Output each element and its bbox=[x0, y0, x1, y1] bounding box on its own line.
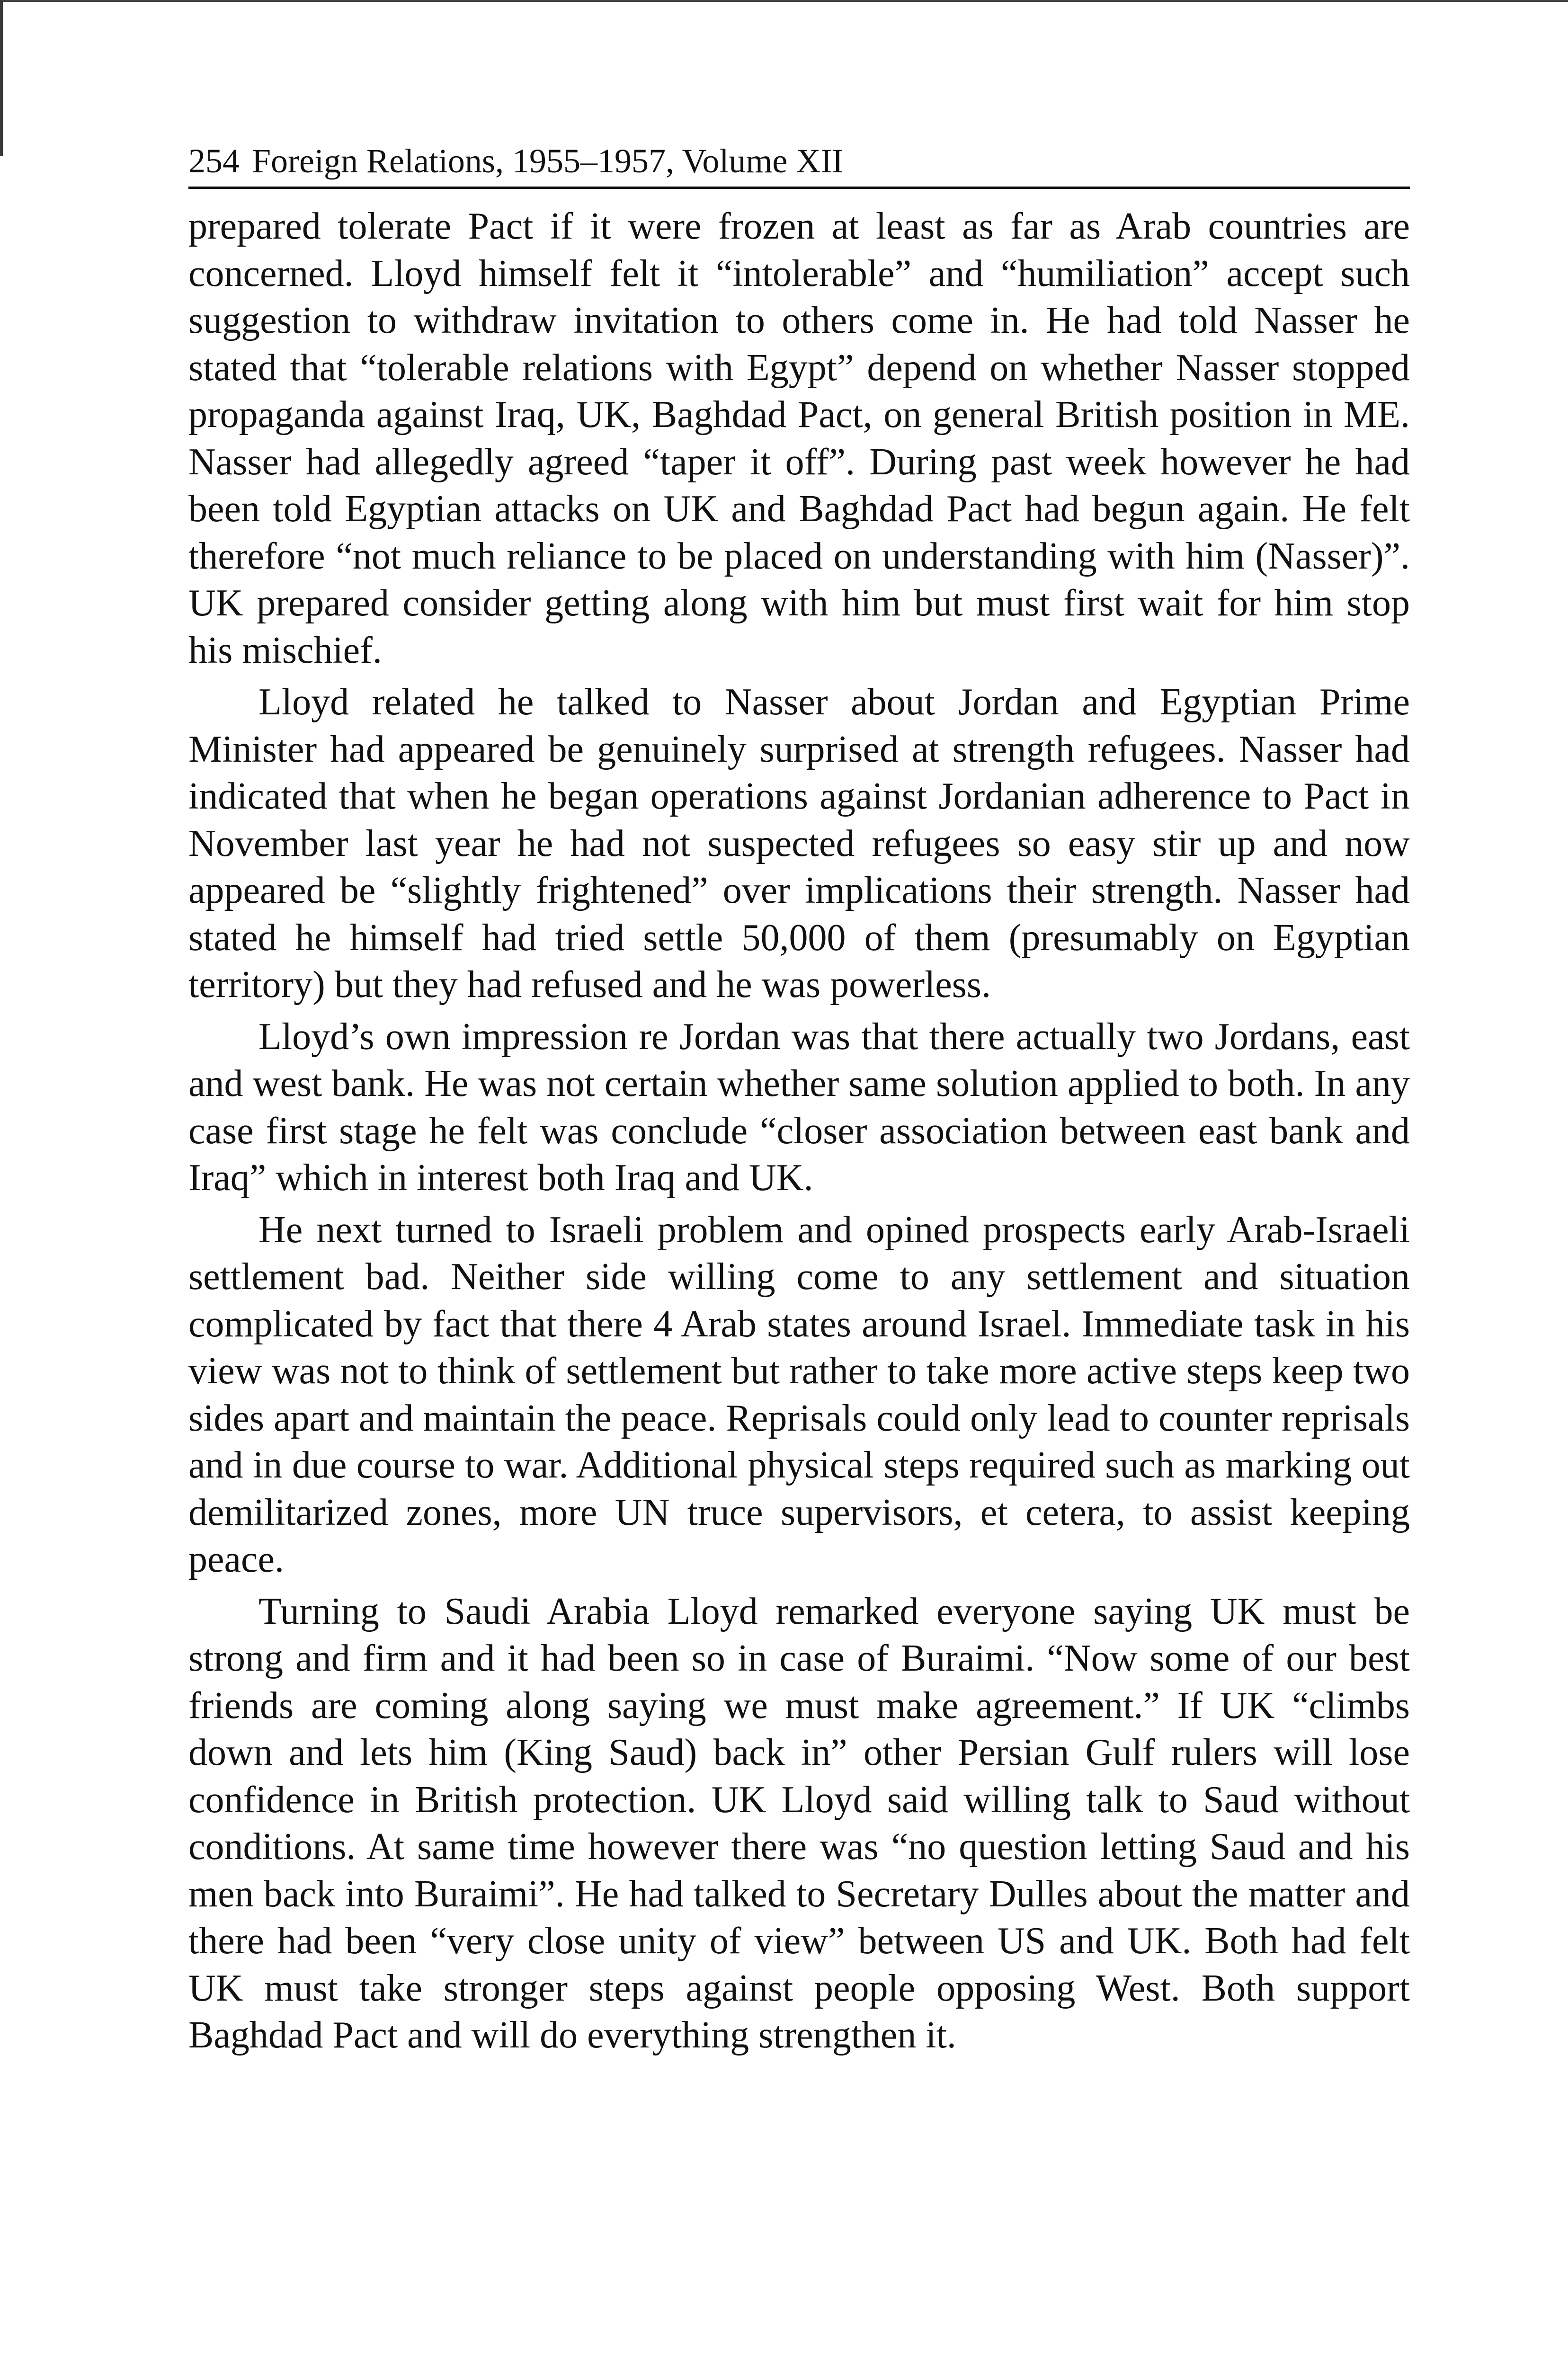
document-body bbox=[188, 203, 1410, 2059]
volume-title: Foreign Relations, 1955–1957, Volume XII bbox=[252, 142, 844, 180]
paragraph-continued: prepared tolerate Pact if it were frozen at least as far as Arab countries are concerned. Lloyd himself felt it “intolerable” and “humiliation” accept such suggestion to withdraw invitation to others come in. He had told Nasser he stated that “tolerable relations with Egypt” depend on whether Nasser stopped propaganda against Iraq, UK, Baghdad Pact, on general British position in ME. Nasser had allegedly agreed “taper it off”. During past week however he had been told Egyptian attacks on UK and Baghdad Pact had begun again. He felt therefore “not much reliance to be placed on understanding with him (Nasser)”. UK prepared consider getting along with him but must first wait for him stop his mischief. bbox=[188, 205, 1410, 671]
page-number: 254 bbox=[188, 142, 240, 180]
paragraph-israeli-problem: He next turned to Israeli problem and opined prospects early Arab-Israeli settlement bad. Neither side willing come to any settlement and situation complicated by fact that there 4 Arab states around Israel. Immediate task in his view was not to think of settlement but rather to take more active steps keep two sides apart and maintain the peace. Reprisals could only lead to counter reprisals and in due course to war. Additional physical steps required such as marking out demilitarized zones, more UN truce supervisors, et cetera, to assist keeping peace. bbox=[188, 1209, 1410, 1580]
scan-border-top bbox=[0, 0, 1568, 2]
paragraph-two-jordans: Lloyd’s own impression re Jordan was that there actually two Jordans, east and west bank. He was not certain whether same solution applied to both. In any case first stage he felt was conclude “closer association between east bank and Iraq” which in interest both Iraq and UK. bbox=[188, 1015, 1410, 1199]
scan-border-left bbox=[0, 0, 3, 156]
paragraph-saudi-arabia: Turning to Saudi Arabia Lloyd remarked everyone saying UK must be strong and firm and it had been so in case of Buraimi. “Now some of our best friends are coming along saying we must make agreement.” If UK “climbs down and lets him (King Saud) back in” other Persian Gulf rulers will lose confidence in British protection. UK Lloyd said willing talk to Saud without conditions. At same time however there was “no question letting Saud and his men back into Buraimi”. He had talked to Secretary Dulles about the matter and there had been “very close unity of view” between US and UK. Both had felt UK must take stronger steps against people opposing West. Both support Baghdad Pact and will do everything strengthen it. bbox=[188, 1590, 1410, 2056]
running-header bbox=[188, 137, 1410, 189]
paragraph-jordan-nasser: Lloyd related he talked to Nasser about Jordan and Egyptian Prime Minister had appeared be genuinely surprised at strength refugees. Nasser had indicated that when he began operations against Jordanian adherence to Pact in November last year he had not suspected refugees so easy stir up and now appeared be “slightly frightened” over implications their strength. Nasser had stated he himself had tried settle 50,000 of them (presumably on Egyptian territory) but they had refused and he was powerless. bbox=[188, 681, 1410, 1006]
document-page bbox=[188, 137, 1410, 2064]
